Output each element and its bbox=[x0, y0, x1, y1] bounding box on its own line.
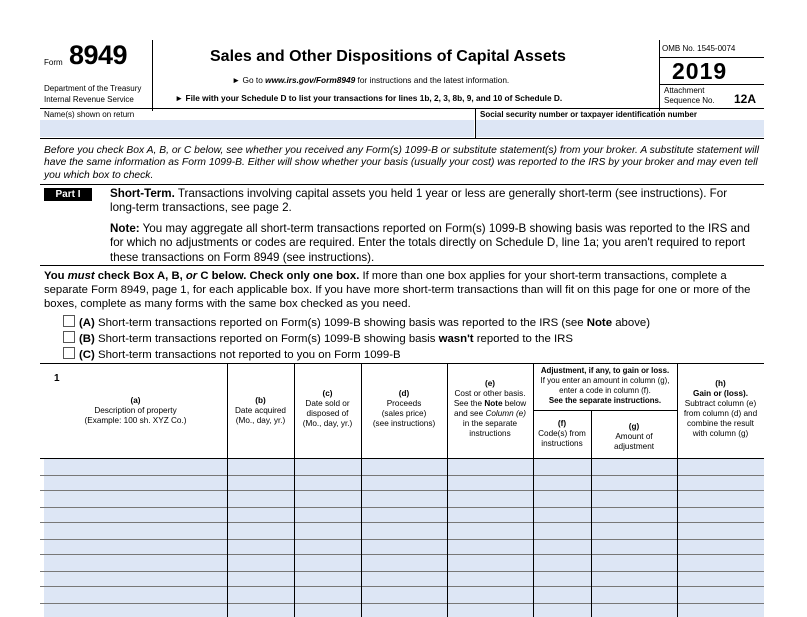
box-a-row bbox=[63, 315, 650, 329]
file-with-line: ► File with your Schedule D to list your transactions for lines 1b, 2, 3, 8b, 9, and 10 of Schedule D. bbox=[175, 93, 563, 103]
box-a-text: Short-term transactions reported on Form(s) 1099-B showing basis was reported to the IRS (see bbox=[94, 317, 587, 329]
attachment-label: Attachment bbox=[664, 86, 705, 95]
check-you: You bbox=[44, 270, 68, 282]
irs-link[interactable]: www.irs.gov/Form8949 bbox=[265, 75, 356, 85]
adj-l3: enter a code in column (f). bbox=[559, 386, 651, 395]
col-c-l1: Date sold or bbox=[305, 399, 350, 408]
part-heading-rest: Transactions involving capital assets you held 1 year or less are generally short-term (see instructions). For long-term transactions, see page 2. bbox=[110, 187, 728, 215]
table-row[interactable] bbox=[44, 555, 764, 571]
col-f-letter: (f) bbox=[557, 419, 567, 428]
table-row[interactable] bbox=[44, 491, 764, 507]
col-b-letter: (b) bbox=[255, 396, 266, 405]
col-g-header bbox=[591, 422, 677, 452]
table-row[interactable] bbox=[44, 459, 764, 475]
part-bottom-rule bbox=[40, 265, 764, 266]
col-h-l5: with column (g) bbox=[692, 429, 749, 438]
col-e-l2b: Note bbox=[484, 399, 503, 408]
col-g-l1: Amount of bbox=[615, 432, 653, 441]
col-b-l2: (Mo., day, yr.) bbox=[235, 416, 286, 425]
form-number: 8949 bbox=[69, 40, 128, 70]
col-d-letter: (d) bbox=[398, 389, 410, 398]
part-note bbox=[110, 222, 750, 265]
col-divider-bc-body bbox=[294, 459, 295, 617]
col-a-l2: (Example: 100 sh. XYZ Co.) bbox=[84, 416, 187, 425]
table-row[interactable] bbox=[44, 604, 764, 617]
check-must: must bbox=[67, 270, 95, 282]
line-number: 1 bbox=[54, 373, 60, 384]
col-divider-gh-body bbox=[677, 459, 678, 617]
ssn-field[interactable] bbox=[476, 120, 764, 137]
check-instructions bbox=[44, 269, 769, 311]
part-badge: Part I bbox=[44, 188, 92, 201]
sequence-label: Sequence No. bbox=[664, 96, 715, 105]
adjustment-header bbox=[533, 366, 677, 406]
box-c-letter: (C) bbox=[79, 349, 95, 361]
table-top-rule bbox=[40, 363, 764, 364]
table-row[interactable] bbox=[44, 587, 764, 603]
box-c-checkbox[interactable] bbox=[63, 347, 75, 359]
box-b-row bbox=[63, 331, 573, 345]
adj-l1: Adjustment, if any, to gain or loss. bbox=[540, 366, 670, 375]
col-h-l4: combine the result bbox=[687, 419, 754, 428]
col-b-l1: Date acquired bbox=[235, 406, 286, 415]
tax-year: 2019 bbox=[672, 58, 728, 84]
check-or: or bbox=[185, 270, 198, 282]
box-a-checkbox[interactable] bbox=[63, 315, 75, 327]
col-divider-ab-body bbox=[227, 459, 228, 617]
col-e-l2c: below bbox=[502, 399, 527, 408]
table-row[interactable] bbox=[44, 508, 764, 522]
col-d-l1: Proceeds bbox=[386, 399, 422, 408]
adj-l2: If you enter an amount in column (g), bbox=[540, 376, 670, 385]
box-a-bold: Note bbox=[586, 317, 613, 329]
col-divider-ef-body bbox=[533, 459, 534, 617]
header-bottom-rule bbox=[40, 108, 764, 109]
form-word: Form bbox=[44, 58, 63, 67]
col-c-header bbox=[294, 389, 361, 429]
col-e-l3 bbox=[447, 409, 533, 419]
part-heading: Short-Term. bbox=[110, 187, 175, 200]
check-normal: If more than one box applies for your short-term transactions, complete a separate Form 8949, page 1, for each applicable box. If you have more short-term transactions than will fit on this page for one or more of the boxes, complete as many forms with the same box checked as you need. bbox=[44, 270, 751, 310]
col-e-l1: Cost or other basis. bbox=[454, 389, 526, 398]
omb-number: OMB No. 1545-0074 bbox=[662, 44, 736, 53]
name-field[interactable] bbox=[40, 120, 474, 137]
part-heading-text bbox=[110, 187, 750, 216]
col-f-header bbox=[533, 419, 591, 449]
col-e-header bbox=[447, 379, 533, 439]
col-h-l2: Subtract column (e) bbox=[684, 399, 757, 408]
col-h-header bbox=[677, 379, 764, 439]
form-title: Sales and Other Dispositions of Capital Assets bbox=[210, 48, 566, 65]
col-e-l4: in the separate bbox=[462, 419, 518, 428]
table-row[interactable] bbox=[44, 476, 764, 490]
col-d-header bbox=[361, 389, 447, 429]
col-a-header bbox=[44, 396, 227, 426]
col-c-letter: (c) bbox=[322, 389, 333, 398]
table-row[interactable] bbox=[44, 523, 764, 539]
table-row[interactable] bbox=[44, 572, 764, 586]
box-a-post: above) bbox=[612, 317, 651, 329]
table-row[interactable] bbox=[44, 540, 764, 554]
col-divider-fg-body bbox=[591, 459, 592, 617]
col-e-l3b: Column (e) bbox=[485, 409, 526, 418]
col-h-l3: from column (d) and bbox=[683, 409, 758, 418]
check-bold: check Box A, B, bbox=[94, 270, 186, 282]
agency-line: Internal Revenue Service bbox=[44, 95, 134, 104]
ssn-label: Social security number or taxpayer identification number bbox=[480, 110, 697, 119]
col-a-letter: (a) bbox=[130, 396, 141, 405]
goto-suffix: for instructions and the latest information. bbox=[355, 75, 510, 85]
name-label: Name(s) shown on return bbox=[44, 110, 135, 119]
note-text: You may aggregate all short-term transactions reported on Form(s) 1099-B showing basis was reported to the IRS and for which no adjustments or codes are required. Enter the totals directly on Schedule D, line 1a; you aren't required to report these transactions on Form 8949 (see instructions). bbox=[110, 222, 750, 264]
col-e-letter: (e) bbox=[484, 379, 495, 388]
col-b-header bbox=[227, 396, 294, 426]
col-divider-cd-body bbox=[361, 459, 362, 617]
box-b-post: reported to the IRS bbox=[473, 333, 573, 345]
box-b-letter: (B) bbox=[79, 333, 95, 345]
col-h-l1: Gain or (loss). bbox=[692, 389, 749, 398]
col-e-l2a: See the bbox=[453, 399, 485, 408]
department-line: Department of the Treasury bbox=[44, 84, 142, 93]
box-c-row bbox=[63, 347, 401, 361]
intro-paragraph: Before you check Box A, B, or C below, see whether you received any Form(s) 1099-B or substitute statement(s) from your broker. A substitute statement will have the same information as Form 1099-B. Either will show whether your basis (usually your cost) was reported to the IRS by your broker and may even tell you which box to check. bbox=[44, 145, 759, 181]
intro-bottom-rule bbox=[40, 184, 764, 185]
goto-instructions bbox=[232, 75, 509, 85]
box-c-text: Short-term transactions not reported to you on Form 1099-B bbox=[94, 349, 401, 361]
check-bold-end: C below. Check only one box. bbox=[197, 270, 360, 282]
adj-l4: See the separate instructions. bbox=[548, 396, 662, 405]
header-divider-right bbox=[659, 40, 660, 111]
header-divider-left bbox=[152, 40, 153, 111]
col-d-l3: (see instructions) bbox=[372, 419, 436, 428]
col-f-l1: Code(s) from bbox=[538, 429, 586, 438]
col-c-l2: disposed of bbox=[306, 409, 349, 418]
col-e-l2 bbox=[447, 399, 533, 409]
box-b-checkbox[interactable] bbox=[63, 331, 75, 343]
box-b-text: Short-term transactions reported on Form(s) 1099-B showing basis bbox=[94, 333, 439, 345]
box-a-letter: (A) bbox=[79, 317, 95, 329]
col-e-l3a: and see bbox=[454, 409, 486, 418]
note-label: Note: bbox=[110, 222, 140, 235]
col-h-letter: (h) bbox=[715, 379, 726, 388]
col-f-l2: instructions bbox=[541, 439, 583, 448]
col-g-letter: (g) bbox=[628, 422, 640, 431]
col-a-l1: Description of property bbox=[94, 406, 177, 415]
sequence-number: 12A bbox=[734, 92, 757, 106]
col-divider-de-body bbox=[447, 459, 448, 617]
col-e-l5: instructions bbox=[469, 429, 511, 438]
adjustment-rule bbox=[533, 410, 677, 411]
col-d-l2: (sales price) bbox=[381, 409, 427, 418]
year-rule bbox=[659, 84, 764, 85]
goto-prefix: ► Go to bbox=[232, 75, 266, 85]
fields-bottom-rule bbox=[40, 138, 764, 139]
col-c-l3: (Mo., day, yr.) bbox=[302, 419, 353, 428]
col-g-l2: adjustment bbox=[613, 442, 655, 451]
box-b-bold: wasn't bbox=[438, 333, 474, 345]
